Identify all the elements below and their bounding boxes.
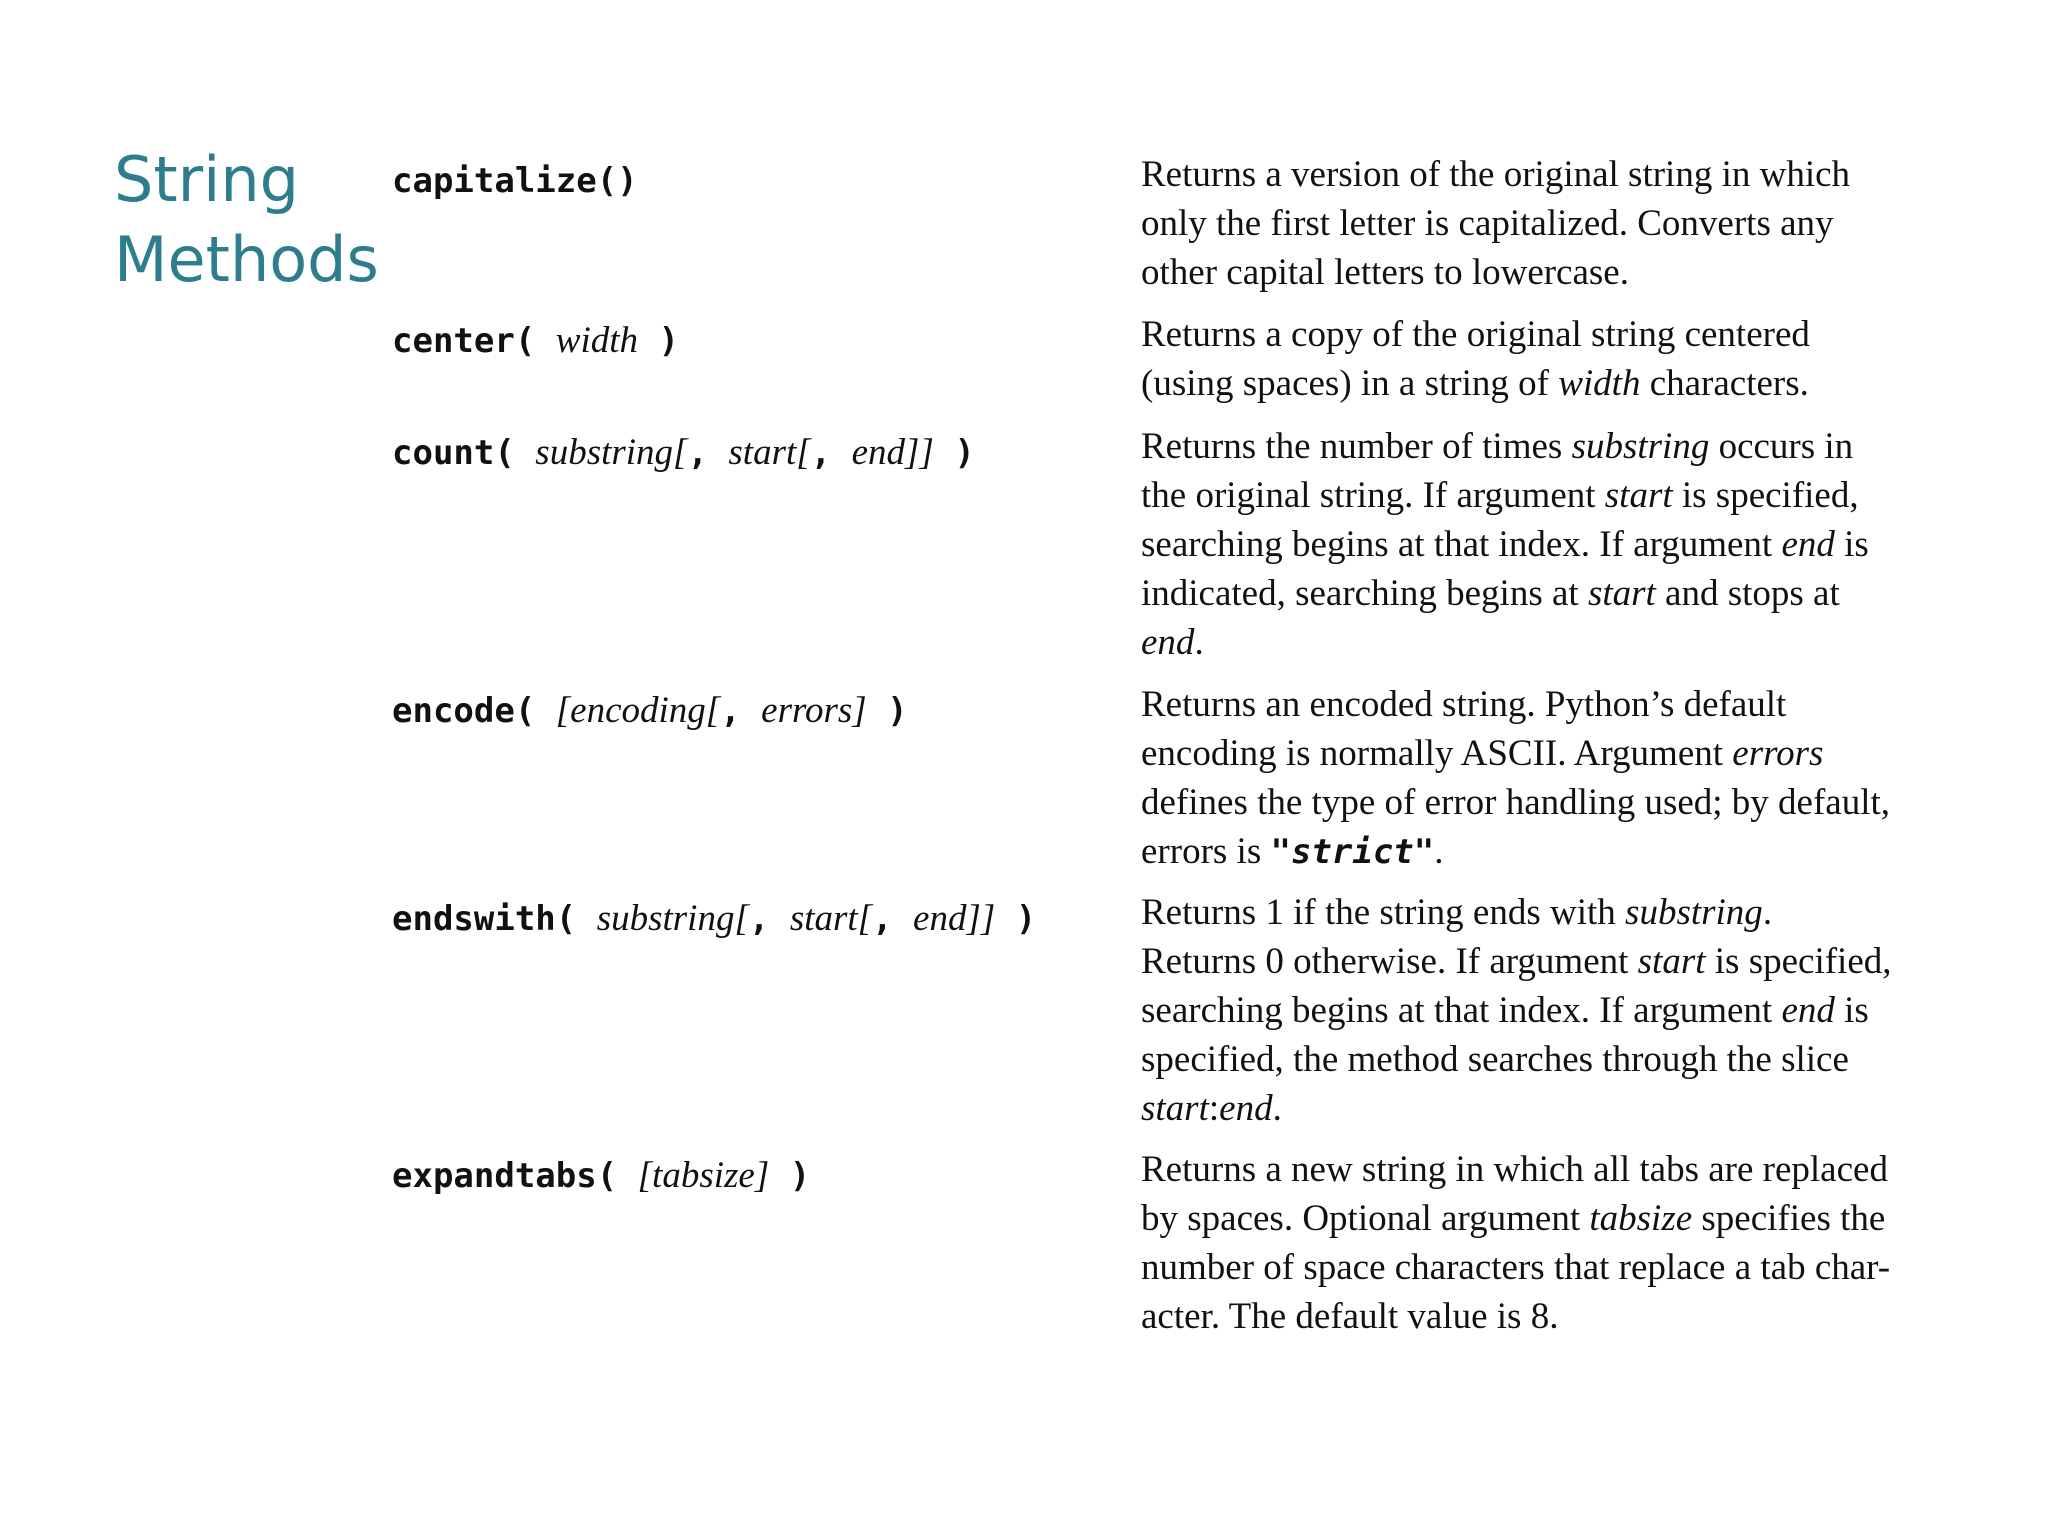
description-text: the original string. If argument xyxy=(1141,475,1605,516)
description-text: and stops at xyxy=(1655,573,1840,614)
description-text: Returns an encoded string. Python’s default xyxy=(1141,684,1787,725)
description-line xyxy=(1141,729,1961,778)
description-line xyxy=(1141,248,1961,297)
description-text: Returns a version of the original string in which xyxy=(1141,154,1851,195)
description-line xyxy=(1141,359,1961,408)
signature-param: errors] xyxy=(761,690,867,731)
description-text: is xyxy=(1834,990,1869,1031)
description-text: . xyxy=(1272,1088,1282,1129)
signature-code: count( xyxy=(392,433,536,473)
signature-code: encode( xyxy=(392,691,556,731)
param-ref: end xyxy=(1781,524,1835,565)
param-ref: end xyxy=(1219,1088,1273,1129)
signature-code: expandtabs( xyxy=(392,1156,638,1196)
method-signature xyxy=(392,686,1092,735)
description-line xyxy=(1141,1292,1961,1341)
description-line xyxy=(1141,310,1961,359)
param-ref: start xyxy=(1141,1088,1209,1129)
description-text: searching begins at that index. If argument xyxy=(1141,990,1782,1031)
param-ref: end xyxy=(1781,990,1835,1031)
description-text: errors is xyxy=(1141,831,1271,872)
description-line xyxy=(1141,778,1961,827)
param-ref: width xyxy=(1558,363,1641,404)
signature-code: , xyxy=(720,691,762,731)
method-signature xyxy=(392,316,1092,365)
param-ref: start xyxy=(1587,573,1656,614)
description-line xyxy=(1141,680,1961,729)
description-text: : xyxy=(1208,1088,1220,1129)
slide-title xyxy=(114,140,379,300)
description-text: defines the type of error handling used; by default, xyxy=(1141,782,1891,823)
param-ref: tabsize xyxy=(1589,1198,1693,1239)
signature-param: substring[ xyxy=(596,898,749,939)
description-line xyxy=(1141,150,1961,199)
method-signature xyxy=(392,1151,1092,1200)
signature-code: , xyxy=(810,433,852,473)
slide-title-line-1: String xyxy=(114,143,300,216)
signature-code: , xyxy=(748,899,790,939)
description-text: specified, the method searches through the slice xyxy=(1141,1039,1849,1080)
param-ref: substring xyxy=(1625,892,1763,933)
description-line xyxy=(1141,937,1961,986)
signature-code: ) xyxy=(769,1156,811,1196)
description-text: is xyxy=(1834,524,1869,565)
method-description xyxy=(1141,310,1961,408)
description-text: Returns a new string in which all tabs are replaced xyxy=(1141,1149,1888,1190)
param-ref: start xyxy=(1637,941,1706,982)
description-text: number of space characters that replace a tab char- xyxy=(1141,1247,1891,1288)
description-text: by spaces. Optional argument xyxy=(1141,1198,1590,1239)
description-text: is specified, xyxy=(1705,941,1892,982)
method-description xyxy=(1141,680,1961,877)
description-text: Returns a copy of the original string centered xyxy=(1141,314,1810,355)
signature-param: width xyxy=(555,320,639,361)
signature-param: start[ xyxy=(728,432,811,473)
signature-param: start[ xyxy=(789,898,873,939)
param-ref: substring xyxy=(1571,426,1710,467)
signature-code: ) xyxy=(933,433,975,473)
method-description xyxy=(1141,1145,1961,1341)
description-text: occurs in xyxy=(1709,426,1854,467)
method-description xyxy=(1141,150,1961,297)
signature-param: substring[ xyxy=(535,432,688,473)
signature-code: ) xyxy=(866,691,908,731)
slide-title-line-2: Methods xyxy=(114,223,379,296)
description-line xyxy=(1141,1035,1961,1084)
description-text: Returns 1 if the string ends with xyxy=(1141,892,1626,933)
description-line xyxy=(1141,422,1961,471)
description-line xyxy=(1141,986,1961,1035)
description-line xyxy=(1141,1145,1961,1194)
code-literal: "strict" xyxy=(1270,832,1435,872)
description-line xyxy=(1141,569,1961,618)
description-text: . xyxy=(1434,831,1444,872)
description-text: encoding is normally ASCII. Argument xyxy=(1141,733,1733,774)
description-line xyxy=(1141,199,1961,248)
signature-code: , xyxy=(687,433,729,473)
description-line xyxy=(1141,520,1961,569)
param-ref: end xyxy=(1141,622,1195,663)
description-line xyxy=(1141,1194,1961,1243)
signature-code: capitalize() xyxy=(392,161,638,201)
description-text: other capital letters to lowercase. xyxy=(1141,252,1629,293)
description-text: only the first letter is capitalized. Converts any xyxy=(1141,203,1834,244)
description-text: (using spaces) in a string of xyxy=(1141,363,1559,404)
signature-param: [encoding[ xyxy=(555,690,721,731)
method-description xyxy=(1141,422,1961,667)
signature-param: end]] xyxy=(851,432,934,473)
description-text: indicated, searching begins at xyxy=(1141,573,1588,614)
method-signature xyxy=(392,894,1092,943)
signature-code: , xyxy=(872,899,914,939)
description-text: . xyxy=(1762,892,1773,933)
description-line xyxy=(1141,618,1961,667)
description-text: Returns the number of times xyxy=(1141,426,1572,467)
method-description xyxy=(1141,888,1961,1133)
description-line xyxy=(1141,471,1961,520)
description-line xyxy=(1141,1243,1961,1292)
signature-code: ) xyxy=(995,899,1037,939)
description-text: . xyxy=(1194,622,1204,663)
method-signature xyxy=(392,428,1092,477)
description-text: characters. xyxy=(1640,363,1809,404)
method-signature xyxy=(392,156,1092,205)
description-line xyxy=(1141,827,1961,877)
signature-param: [tabsize] xyxy=(637,1155,770,1196)
signature-code: ) xyxy=(638,321,679,361)
description-text: is specified, xyxy=(1672,475,1859,516)
description-text: acter. The default value is 8. xyxy=(1141,1296,1559,1337)
description-text: specifies the xyxy=(1692,1198,1886,1239)
signature-code: center( xyxy=(392,321,556,361)
description-text: searching begins at that index. If argument xyxy=(1141,524,1782,565)
description-line xyxy=(1141,888,1961,937)
description-text: Returns 0 otherwise. If argument xyxy=(1141,941,1638,982)
signature-code: endswith( xyxy=(392,899,597,939)
description-line xyxy=(1141,1084,1961,1133)
param-ref: errors xyxy=(1732,733,1824,774)
param-ref: start xyxy=(1604,475,1673,516)
signature-param: end]] xyxy=(913,898,996,939)
